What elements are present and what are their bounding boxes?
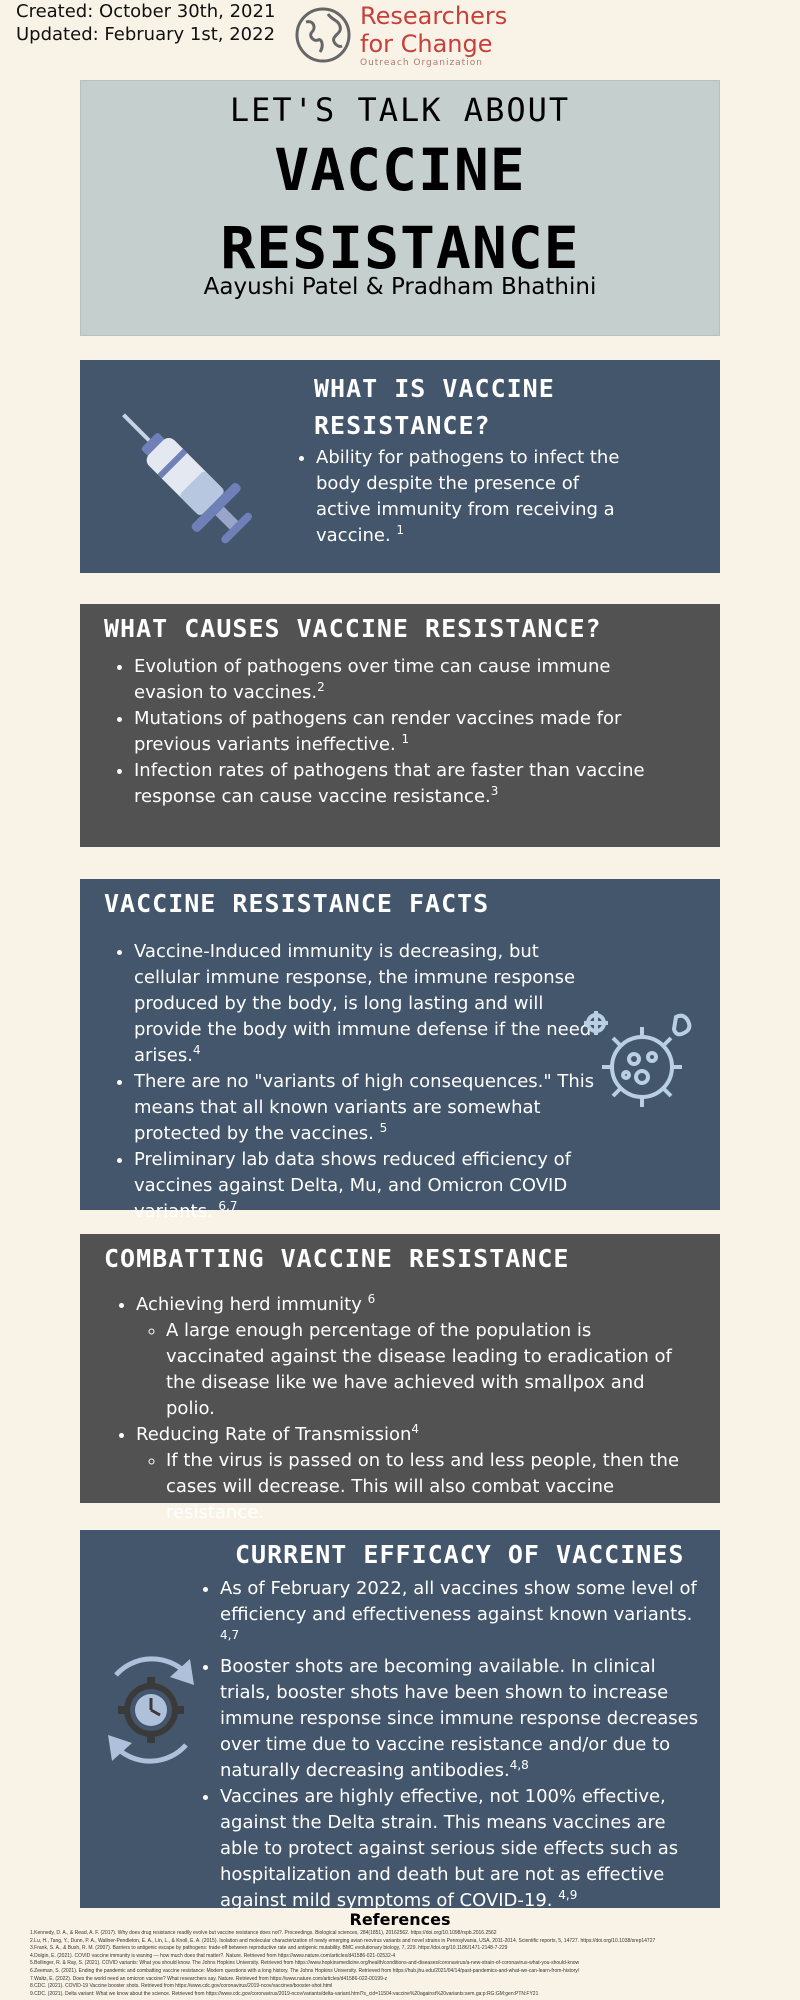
reference-item: 3.Frank, S. A., & Bush, R. M. (2007). Barriers to antigenic escape by pathogens: trade-off between reproductive rate and antigenic mutability. BMC evolutionary biology, 7, 229. https://doi.org/10.1186/1471-2148-7-229 [30, 1945, 508, 1952]
causes-panel [80, 604, 720, 847]
reference-item: 8.CDC. (2021). COVID-19 Vaccine booster shots. Retrieved from https://www.cdc.gov/coronavirus/2019-ncov/vaccines/booster-shot.html [30, 1983, 333, 1990]
references-title: References [349, 1910, 451, 1929]
lets-talk-about: LET'S TALK ABOUT [229, 91, 571, 129]
main-title: VACCINE RESISTANCE [220, 136, 580, 282]
reference-item: 5.Bollinger, R. & Ray, S. (2021). COVID variants: What you should know. The Johns Hopkins University. Retrieved from https://www.hopkinsmedicine.org/health/conditions-and-diseases/coronavirus/a-new-strain-of-coronavirus-what-you-should-know [30, 1960, 580, 1967]
list-item: • There are no "variants of high consequences." This means that all known variants are somewhat protected by the vaccines. $^5$ [134, 1069, 604, 1147]
efficacy-heading: CURRENT EFFICACY OF VACCINES [235, 1540, 685, 1569]
what-is-panel [80, 360, 720, 573]
references-list [30, 1930, 770, 1998]
combat-list [106, 1292, 686, 1526]
globe-icon [294, 6, 352, 64]
syringe-icon [110, 390, 270, 550]
list-item: • Achieving herd immunity $^6$ ◦ A large enough percentage of the population is vaccinated against the disease leading to eradication of the disease like we have achieved with smallpox and polio. [136, 1292, 686, 1422]
authors: Aayushi Patel & Pradham Bhathini [203, 274, 597, 300]
logo-wordmark: Researchers for Change [360, 2, 508, 58]
updated-date: Updated: February 1st, 2022 [16, 24, 276, 45]
list-item: • Vaccine-Induced immunity is decreasing, but cellular immune response, the immune response produced by the body, is long lasting and will provide the body with immune defense if the need arises.$^4$ [134, 939, 604, 1069]
reference-item: 9.CDC. (2021). Delta variant: What we know about the science. Retrieved from https://www.cdc.gov/coronavirus/2019-ncov/variants/delta-variant.html?s_cid=11504:vaccine%20against%20variants:sem.ga:p:RG:GM:gen:PTN:FY21 [30, 1990, 539, 1997]
facts-panel [80, 879, 720, 1222]
organization-logo [294, 2, 534, 72]
causes-heading: WHAT CAUSES VACCINE RESISTANCE? [104, 614, 602, 643]
reference-item: 1.Kennedy, D. A., & Read, A. F. (2017). Why does drug resistance readily evolve but vaccine resistance does not?. Proceedings. Biological sciences, 284(1851), 20162562. https://doi.org/10.1098/rspb.2016.2562 [30, 1930, 497, 1936]
sub-list-item: ◦ A large enough percentage of the population is vaccinated against the disease leading to eradication of the disease like we have achieved with smallpox and polio. [166, 1318, 686, 1422]
list-item: • Reducing Rate of Transmission$^4$ ◦ If the virus is passed on to less and less people, then the cases will decrease. This will also combat vaccine resistance. [136, 1422, 686, 1526]
sub-list-item: ◦ If the virus is passed on to less and less people, then the cases will decrease. This will also combat vaccine resistance. [166, 1448, 686, 1526]
list-item: • Vaccines are highly effective, not 100% effective, against the Delta strain. This means vaccines are able to protect against serious side effects such as hospitalization and death but are not as effective against mild symptoms of COVID-19. $^{4,9}$ [220, 1784, 700, 1914]
title-panel [80, 80, 720, 336]
efficacy-panel [80, 1530, 720, 1911]
date-info [16, 0, 275, 46]
logo-tagline: Outreach Organization [360, 58, 483, 68]
reference-item: 7.Waltz, E. (2022). Does the world need an omicron vaccine? What researchers say. Nature. Retrieved from https://www.nature.com/articles/d41586-022-00199-z [30, 1975, 388, 1982]
list-item: • Evolution of pathogens over time can cause immune evasion to vaccines.$^2$ [134, 654, 664, 706]
reference-item: 4.Dolgin, E. (2021). COVID vaccine immunity is waning — how much does that matter?. Nature. Retrieved from https://www.nature.com/articles/d41586-021-02532-4 [30, 1952, 396, 1959]
combat-heading: COMBATTING VACCINE RESISTANCE [104, 1244, 570, 1273]
causes-list [104, 654, 664, 810]
facts-list [104, 939, 604, 1225]
efficacy-list [190, 1576, 700, 1914]
list-item: • As of February 2022, all vaccines show some level of efficiency and effectiveness against known variants. $^{4,7}$ [220, 1576, 700, 1654]
virus-icon [580, 1009, 700, 1119]
combat-panel [80, 1234, 720, 1523]
reference-item: 6.Zeeman, S. (2021). Ending the pandemic and combatting vaccine resistance: Modern questions with a long history. The Johns Hopkins University. Retrieved from https://hub.jhu.edu/2021/04/14/past-pandemics-and-what-we-can-learn-from-history/ [30, 1967, 580, 1974]
list-item: • Mutations of pathogens can render vaccines made for previous variants ineffective. $^1$ [134, 706, 664, 758]
list-item: • Infection rates of pathogens that are faster than vaccine response can cause vaccine resistance.$^3$ [134, 758, 664, 810]
list-item: • Ability for pathogens to infect the body despite the presence of active immunity from receiving a vaccine. $^1$ [316, 445, 626, 549]
created-date: Created: October 30th, 2021 [16, 1, 276, 22]
what-is-heading: WHAT IS VACCINE RESISTANCE? [314, 374, 555, 440]
reference-item: 2.Lu, H., Tang, Y., Dunn, P. A., Wallner-Pendleton, E. A., Lin, L., & Knoll, E. A. (2015). Isolation and molecular characterization of newly emerging avian reovirus variants and novel strains in Pennsylvania, USA, 2011-2014. Scientific reports, 5, 14727. https://doi.org/10.1038/srep14727 [30, 1937, 656, 1944]
list-item: • Preliminary lab data shows reduced efficiency of vaccines against Delta, Mu, and Omicron COVID variants. $^{6,7}$ [134, 1147, 604, 1225]
facts-heading: VACCINE RESISTANCE FACTS [104, 889, 490, 918]
list-item: • Booster shots are becoming available. In clinical trials, booster shots have been shown to increase immune response since immune response decreases over time due to vaccine resistance and/or due to naturally decreasing antibodies.$^{4,8}$ [220, 1654, 700, 1784]
what-is-list [286, 445, 626, 549]
